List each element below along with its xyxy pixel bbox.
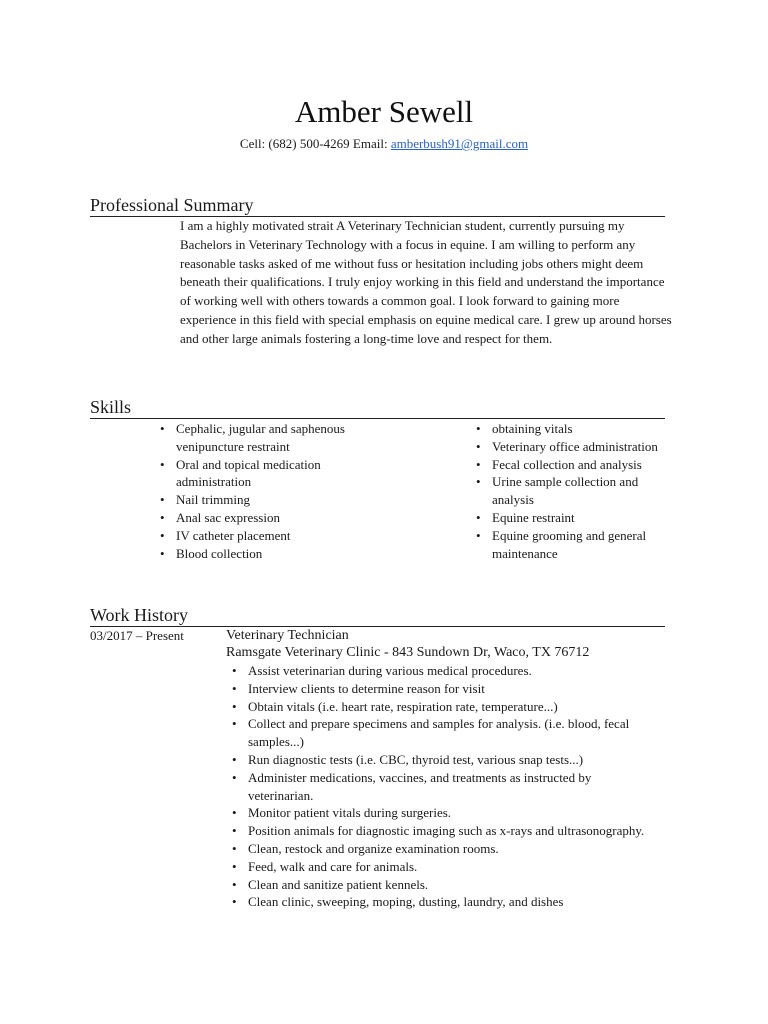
skill-item: • Equine grooming and general maintenance	[472, 527, 678, 563]
skill-item: • Fecal collection and analysis	[472, 456, 678, 474]
skills-heading: Skills	[90, 397, 665, 419]
email-link[interactable]: amberbush91@gmail.com	[390, 136, 529, 151]
skill-item: • Anal sac expression	[156, 509, 366, 527]
candidate-name: Amber Sewell	[294, 94, 474, 129]
skill-item: • obtaining vitals	[472, 420, 678, 438]
skill-item: • IV catheter placement	[156, 527, 366, 545]
skill-item: • Oral and topical medication administration	[156, 456, 366, 492]
contact-phone: Cell: (682) 500-4269 Email:	[239, 136, 391, 151]
duty-item: • Collect and prepare specimens and samples for analysis. (i.e. blood, fecal samples...)	[228, 715, 648, 751]
duty-item: • Run diagnostic tests (i.e. CBC, thyroid test, various snap tests...)	[228, 751, 648, 769]
skill-item: • Equine restraint	[472, 509, 678, 527]
skill-item: • Cephalic, jugular and saphenous venipuncture restraint	[156, 420, 366, 456]
skill-item: • Urine sample collection and analysis	[472, 473, 678, 509]
contact-line	[0, 135, 768, 153]
job-title: Veterinary Technician	[226, 628, 349, 643]
duty-item: • Assist veterinarian during various medical procedures.	[228, 662, 648, 680]
duty-item: • Clean, restock and organize examination rooms.	[228, 840, 648, 858]
duty-item: • Clean clinic, sweeping, moping, dusting, laundry, and dishes	[228, 893, 648, 911]
skills-list-right	[472, 420, 678, 562]
job-employer-line	[226, 644, 589, 662]
duty-item: • Position animals for diagnostic imaging such as x-rays and ultrasonography.	[228, 822, 648, 840]
employer-name: Ramsgate Veterinary Clinic	[226, 645, 381, 660]
skill-item: • Blood collection	[156, 545, 366, 563]
duty-item: • Feed, walk and care for animals.	[228, 858, 648, 876]
summary-text: I am a highly motivated strait A Veterinary Technician student, currently pursuing my Bachelors in Veterinary Technology with a focus in equine. I am willing to perform any reasonable tasks asked of me without fuss or hesitation including jobs others might deem beneath their qualifications. I truly enjoy working in this field and understand the importance of working well with others towards a common goal. I look forward to gaining more experience in this field with special emphasis on equine medical care. I grew up around horses and other large animals fostering a long-time love and respect for them.	[180, 218, 672, 346]
duty-item: • Interview clients to determine reason for visit	[228, 680, 648, 698]
duty-item: • Administer medications, vaccines, and treatments as instructed by veterinarian.	[228, 769, 648, 805]
work-history-heading: Work History	[90, 605, 665, 627]
job-duties-list	[228, 662, 648, 911]
duty-item: • Clean and sanitize patient kennels.	[228, 876, 648, 894]
skill-item: • Nail trimming	[156, 491, 366, 509]
summary-heading: Professional Summary	[90, 195, 665, 217]
duty-item: • Obtain vitals (i.e. heart rate, respiration rate, temperature...)	[228, 698, 648, 716]
skill-item: • Veterinary office administration	[472, 438, 678, 456]
job-dates: 03/2017 – Present	[90, 628, 184, 643]
skills-list-left	[156, 420, 366, 562]
employer-address: - 843 Sundown Dr, Waco, TX 76712	[380, 645, 590, 660]
duty-item: • Monitor patient vitals during surgeries.	[228, 804, 648, 822]
